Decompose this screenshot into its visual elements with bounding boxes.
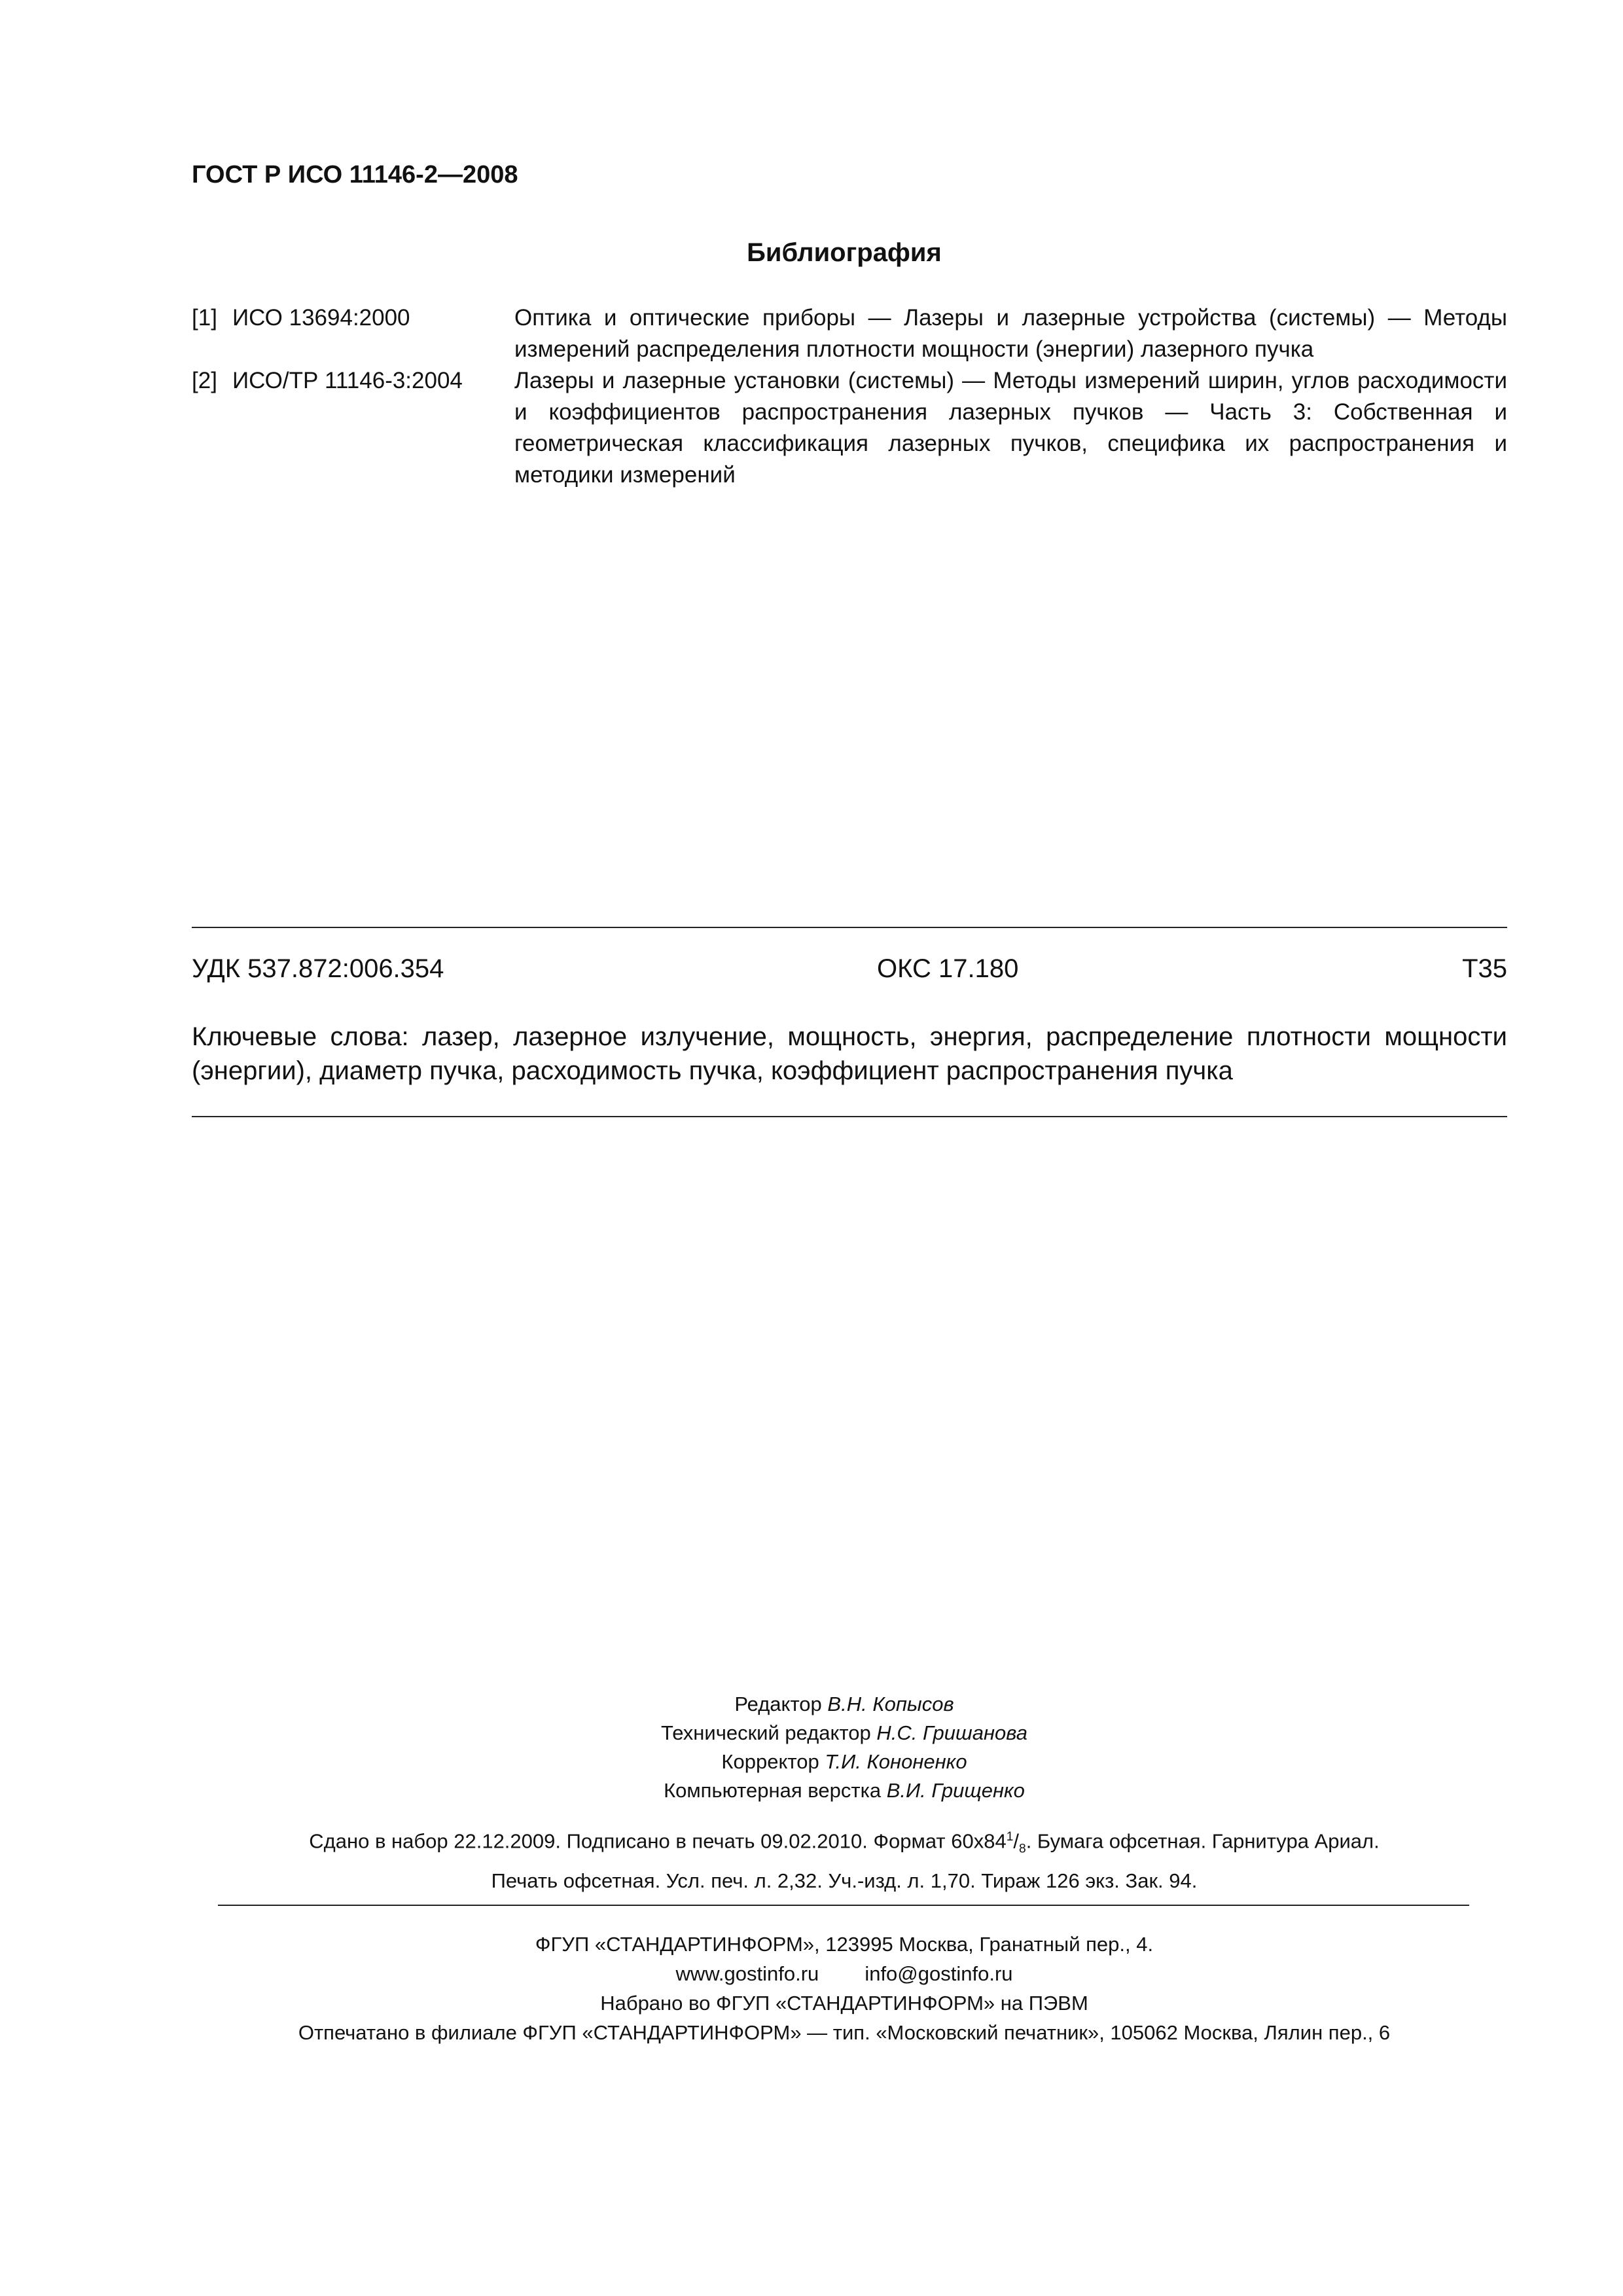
typeset-info: Набрано во ФГУП «СТАНДАРТИНФОРМ» на ПЭВМ (600, 1992, 1088, 2015)
udc-code: УДК 537.872:006.354 (192, 954, 444, 983)
category-code: Т35 (1462, 954, 1507, 983)
divider-line (192, 1116, 1507, 1117)
credit-name: В.И. Грищенко (886, 1779, 1025, 1802)
email-link[interactable]: info@gostinfo.ru (865, 1962, 1013, 1985)
print-info-text: Сдано в набор 22.12.2009. Подписано в печать 09.02.2010. Формат 60x84 (309, 1829, 1007, 1853)
divider-line (218, 1905, 1469, 1906)
credit-role: Компьютерная верстка (664, 1779, 882, 1802)
entry-text: Лазеры и лазерные установки (системы) — Методы измерений ширин, углов расходимости и коэффициентов распространения лазерных пучков — Часть 3: Собственная и геометрическая классификация лазерных пучков, специфика их распространения и методики измерений (514, 368, 1507, 488)
editorial-credits (0, 1690, 1623, 1805)
bibliography-title: Библиография (747, 238, 942, 267)
keywords: Ключевые слова: лазер, лазерное излучение, мощность, энергия, распределение плотности мощности (энергии), диаметр пучка, расходимость пучка, коэффициент распространения пучка (192, 1022, 1507, 1085)
print-info-line: Печать офсетная. Усл. печ. л. 2,32. Уч.-изд. л. 1,70. Тираж 126 экз. Зак. 94. (491, 1869, 1198, 1892)
printed-info: Отпечатано в филиале ФГУП «СТАНДАРТИНФОРМ» — тип. «Московский печатник», 105062 Москва, Лялин пер., 6 (298, 2021, 1391, 2044)
credit-line (65, 1748, 1623, 1776)
credit-role: Редактор (734, 1693, 822, 1715)
entry-reference: ИСО/ТР 11146-3:2004 (232, 368, 463, 393)
entry-number: [2] (192, 368, 217, 393)
oks-code: ОКС 17.180 (877, 954, 1019, 983)
print-info-text: . Бумага офсетная. Гарнитура Ариал. (1026, 1829, 1380, 1853)
credit-role: Корректор (721, 1750, 819, 1773)
bibliography-entry (192, 365, 1507, 491)
print-info-line (65, 1821, 1623, 1865)
entry-text: Оптика и оптические приборы — Лазеры и лазерные устройства (системы) — Методы измерений распределения плотности мощности (энергии) лазерного пучка (514, 305, 1507, 362)
publisher-address: ФГУП «СТАНДАРТИНФОРМ», 123995 Москва, Гранатный пер., 4. (535, 1933, 1154, 1956)
publisher-contacts (65, 1959, 1623, 1988)
entry-reference: ИСО 13694:2000 (232, 305, 410, 331)
credit-name: Т.И. Кононенко (825, 1750, 967, 1773)
document-code: ГОСТ Р ИСО 11146-2—2008 (192, 161, 518, 188)
credit-name: В.Н. Копысов (827, 1693, 954, 1715)
credit-line (65, 1690, 1623, 1719)
format-separator: / (1013, 1829, 1019, 1853)
bibliography-entry (192, 302, 1507, 365)
format-superscript: 1 (1006, 1830, 1014, 1844)
website-link[interactable]: www.gostinfo.ru (675, 1962, 819, 1985)
credit-role: Технический редактор (661, 1721, 871, 1744)
entry-number: [1] (192, 305, 217, 331)
credit-line (65, 1719, 1623, 1748)
divider-line (192, 927, 1507, 928)
credit-name: Н.С. Гришанова (876, 1721, 1027, 1744)
format-subscript: 8 (1019, 1842, 1026, 1856)
credit-line (65, 1776, 1623, 1805)
print-info (0, 1821, 1623, 1897)
publisher-info (0, 1929, 1623, 2047)
